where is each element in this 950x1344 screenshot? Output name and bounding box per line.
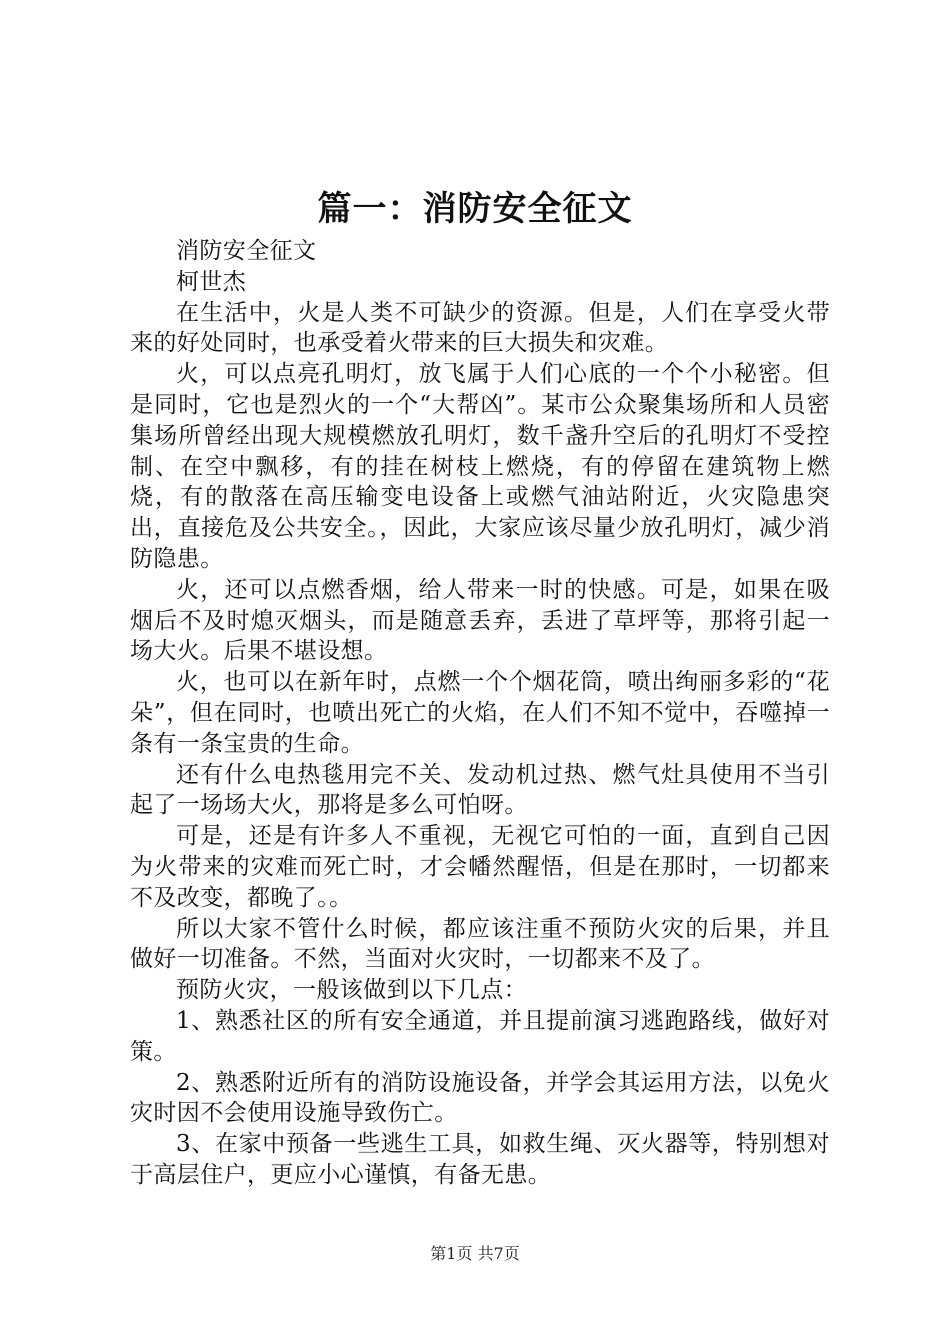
body-paragraph: 在生活中，火是人类不可缺少的资源。但是，人们在享受火带来的好处同时，也承受着火带来的巨大损失和灾难。: [130, 299, 830, 357]
list-item: 2、熟悉附近所有的消防设施设备，并学会其运用方法，以免火灾时因不会使用设施导致伤亡。: [130, 1069, 830, 1127]
body-paragraph: 火，也可以在新年时，点燃一个个烟花筒，喷出绚丽多彩的“花朵”，但在同时，也喷出死亡的火焰，在人们不知不觉中，吞噬掉一条有一条宝贵的生命。: [130, 669, 830, 757]
list-item: 1、熟悉社区的所有安全通道，并且提前演习逃跑路线，做好对策。: [130, 1007, 830, 1065]
body-paragraph: 可是，还是有许多人不重视，无视它可怕的一面，直到自己因为火带来的灾难而死亡时，才会幡然醒悟，但是在那时，一切都来不及改变，都晚了。。: [130, 823, 830, 911]
body-paragraph: 还有什么电热毯用完不关、发动机过热、燃气灶具使用不当引起了一场场大火，那将是多么可怕呀。: [130, 761, 830, 819]
document-body: [130, 236, 830, 1191]
page-footer: [0, 1242, 950, 1266]
body-paragraph: 所以大家不管什么时候，都应该注重不预防火灾的后果，并且做好一切准备。不然，当面对火灾时，一切都来不及了。: [130, 915, 830, 973]
body-paragraph: 预防火灾，一般该做到以下几点：: [176, 977, 527, 1004]
document-title: 篇一：消防安全征文: [317, 189, 633, 229]
subtitle-line: 消防安全征文: [176, 238, 317, 264]
page-indicator: 第1页 共7页: [430, 1244, 520, 1263]
body-paragraph: 火，可以点亮孔明灯，放飞属于人们心底的一个个小秘密。但是同时，它也是烈火的一个“大帮凶”。某市公众聚集场所和人员密集场所曾经出现大规模燃放孔明灯，数千盏升空后的孔明灯不受控制、在空中飘移，有的挂在树枝上燃烧，有的停留在建筑物上燃烧，有的散落在高压输变电设备上或燃气油站附近，火灾隐患突出，直接危及公共安全。，因此，大家应该尽量少放孔明灯，减少消防隐患。: [130, 361, 830, 572]
author-line: 柯世杰: [176, 268, 247, 295]
list-item: 3、在家中预备一些逃生工具，如救生绳、灭火器等，特别想对于高层住户，更应小心谨慎，有备无患。: [130, 1131, 830, 1188]
body-paragraph: 火，还可以点燃香烟，给人带来一时的快感。可是，如果在吸烟后不及时熄灭烟头，而是随意丢弃，丢进了草坪等，那将引起一场大火。后果不堪设想。: [130, 576, 830, 665]
